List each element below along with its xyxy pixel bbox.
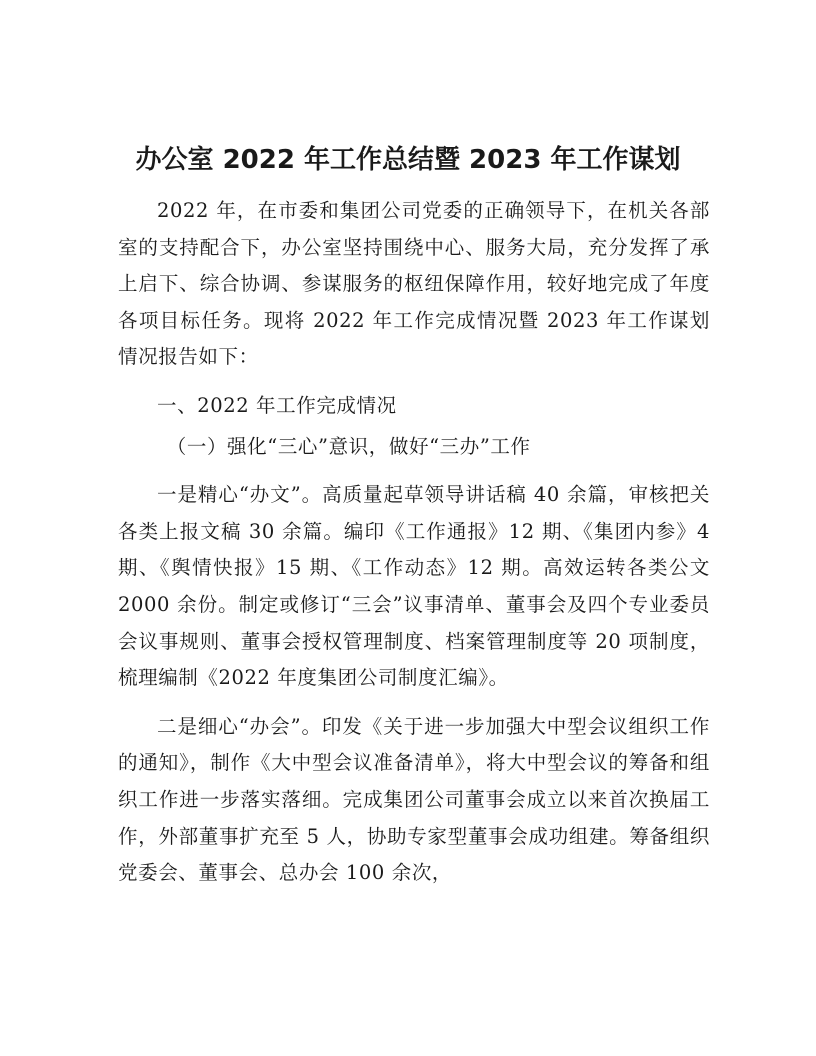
paragraph-meetings: 二是细心“办会”。印发《关于进一步加强大中型会议组织工作的通知》，制作《大中型会议准备清单》，将大中型会议的筹备和组织工作进一步落实落细。完成集团公司董事会成立以来首次换届工作，外部董事扩充至 5 人，协助专家型董事会成功组建。筹备组织党委会、董事会、总办会 100 余次， — [118, 714, 710, 885]
intro-paragraph: 2022 年，在市委和集团公司党委的正确领导下，在机关各部室的支持配合下，办公室坚持围绕中心、服务大局，充分发挥了承上启下、综合协调、参谋服务的枢纽保障作用，较好地完成了年度各项目标任务。现将 2022 年工作完成情况暨 2023 年工作谋划情况报告如下： — [118, 199, 710, 369]
subsection-heading: （一）强化“三心”意识，做好“三办”工作 — [166, 434, 531, 458]
document-title: 办公室 2022 年工作总结暨 2023 年工作谋划 — [135, 145, 681, 175]
document-body — [118, 193, 710, 892]
section-heading: 一、2022 年工作完成情况 — [157, 393, 397, 417]
paragraph-documents: 一是精心“办文”。高质量起草领导讲话稿 40 余篇，审核把关各类上报文稿 30 余篇。编印《工作通报》12 期、《集团内参》4 期、《舆情快报》15 期、《工作动态》12 期。高效运转各类公文 2000 余份。制定或修订“三会”议事清单、董事会及四个专业委员会议事规则、董事会授权管理制度、档案管理制度等 20 项制度，梳理编制《2022 年度集团公司制度汇编》。 — [118, 483, 710, 690]
